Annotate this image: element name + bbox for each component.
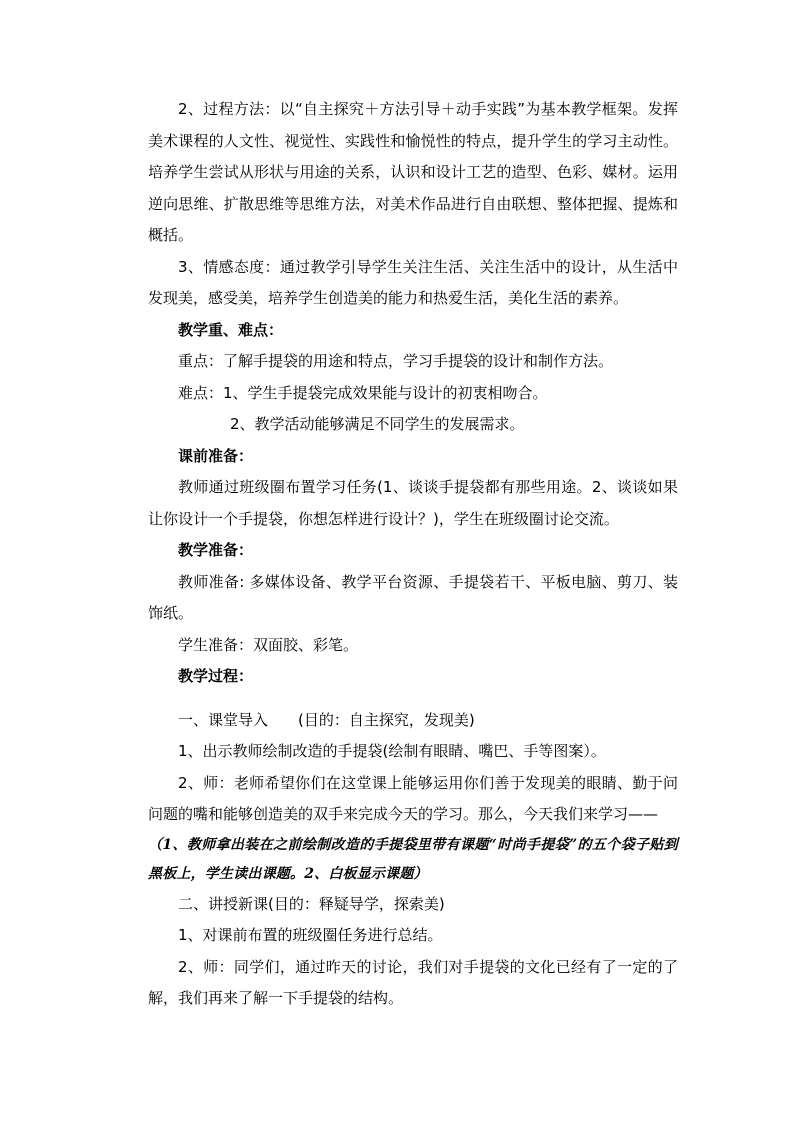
heading-pre-class-preparation: 课前准备： <box>178 446 254 465</box>
paragraph-summary-task: 1、对课前布置的班级圈任务进行总结。 <box>178 926 443 944</box>
paragraph-key-point: 重点：了解手提袋的用途和特点，学习手提袋的设计和制作方法。 <box>178 352 614 370</box>
paragraph-teacher-hope: 2、师：老师希望你们在这堂课上能够运用你们善于发现美的眼睛、勤于问问题的嘴和能够创造美的双手来完成今天的学习。那么，今天我们来学习—— <box>148 773 678 823</box>
heading-teaching-preparation: 教学准备： <box>178 541 254 559</box>
paragraph-difficult-point-1: 难点：1、学生手提袋完成效果能与设计的初衷相吻合。 <box>178 383 548 402</box>
paragraph-teacher-preparation: 教师准备: 多媒体设备、教学平台资源、手提袋若干、平板电脑、剪刀、装饰纸。 <box>148 572 678 622</box>
section-classroom-introduction: 一、课堂导入 (目的：自主探究，发现美) <box>178 710 475 729</box>
paragraph-emotional-attitude: 3、情感态度：通过教学引导学生关注生活、关注生活中的设计，从生活中发现美，感受美，培养学生创造美的能力和热爱生活，美化生活的素养。 <box>148 257 678 307</box>
paragraph-difficult-point-2: 2、教学活动能够满足不同学生的发展需求。 <box>230 415 525 433</box>
heading-teaching-process: 教学过程： <box>178 667 254 685</box>
section-new-lesson: 二、讲授新课(目的：释疑导学，探索美) <box>178 894 445 913</box>
heading-key-difficult-points: 教学重、难点： <box>178 320 284 339</box>
paragraph-student-preparation: 学生准备：双面胶、彩笔。 <box>178 635 359 654</box>
paragraph-pre-class-task: 教师通过班级圈布置学习任务(1、谈谈手提袋都有那些用途。2、谈谈如果让你设计一个手提袋，你想怎样进行设计？)，学生在班级圈讨论交流。 <box>148 478 678 528</box>
document-body <box>148 94 678 1015</box>
paragraph-process-method: 2、过程方法：以“自主探究＋方法引导＋动手实践”为基本教学框架。发挥美术课程的人文性、视觉性、实践性和愉悦性的特点，提升学生的学习主动性。培养学生尝试从形状与用途的关系，认识和设计工艺的造型、色彩、媒材。运用逆向思维、扩散思维等思维方法，对美术作品进行自由联想、整体把握、提炼和概括。 <box>148 100 678 244</box>
paragraph-show-handbag: 1、出示教师绘制改造的手提袋(绘制有眼睛、嘴巴、手等图案）。 <box>178 742 606 760</box>
paragraph-blackboard-note: （1、教师拿出装在之前绘制改造的手提袋里带有课题“时尚手提袋”的五个袋子贴到黑板上，学生读出课题。2、白板显示课题） <box>148 836 678 882</box>
paragraph-handbag-structure: 2、师：同学们，通过昨天的讨论，我们对手提袋的文化已经有了一定的了解，我们再来了解一下手提袋的结构。 <box>148 957 678 1007</box>
